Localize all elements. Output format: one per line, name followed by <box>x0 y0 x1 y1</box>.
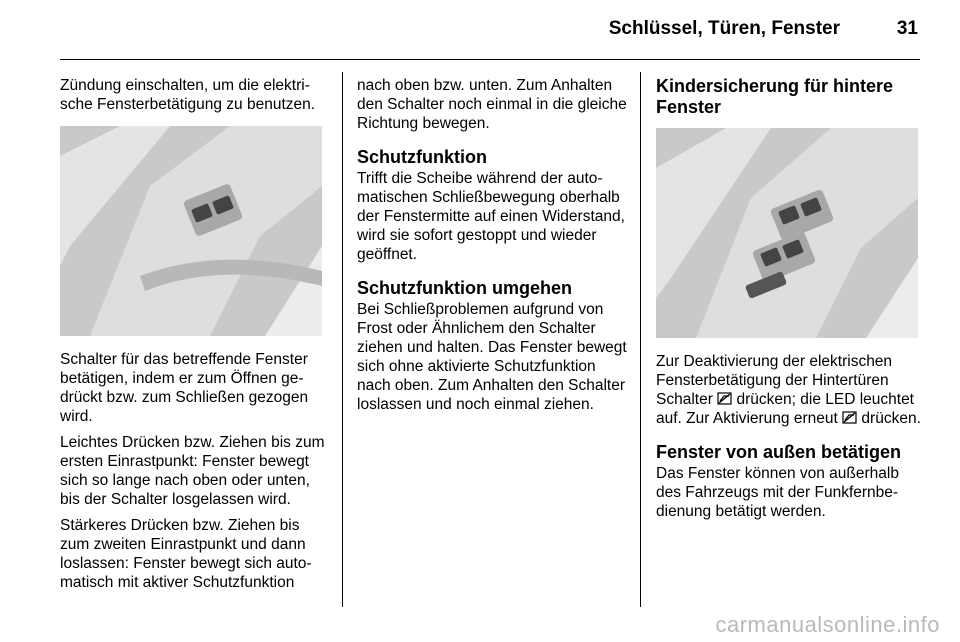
paragraph <box>656 352 926 428</box>
section-heading: Schutzfunktion umgehen <box>357 278 572 298</box>
page-number: 31 <box>896 18 918 39</box>
page-title: Schlüssel, Türen, Fenster <box>608 18 840 39</box>
paragraph: Leichtes Drücken bzw. Ziehen bis zum ersten Einrastpunkt: Fenster bewegt sich so lange nach oben oder unten, bis der Schalter losgelassen wird. <box>60 434 325 508</box>
text-segment: drücken. <box>861 410 921 427</box>
paragraph: Trifft die Scheibe während der automatischen Schließbewegung oberhalb der Fenstermitte auf einen Widerstand, wird sie sofort gestoppt und wieder geöffnet. <box>357 170 625 263</box>
column-2 <box>357 76 627 421</box>
column-1 <box>60 76 328 599</box>
window-switch-photo <box>60 126 322 336</box>
text-segment: Zur Deaktivierung der elektrischen Fensterbetätigung der Hintertüren Schalter <box>656 353 893 408</box>
paragraph: Stärkeres Drücken bzw. Ziehen bis zum zweiten Einrastpunkt und dann loslassen: Fenster bewegt sich automatisch mit aktiver Schutzfunktion <box>60 517 312 591</box>
paragraph: Das Fenster können von außerhalb des Fahrzeugs mit der Funkfernbedienung betätigt werden. <box>656 465 899 520</box>
paragraph: nach oben bzw. unten. Zum Anhalten den Schalter noch einmal in die gleiche Richtung bewegen. <box>357 77 627 132</box>
header-divider <box>60 59 920 60</box>
intro-paragraph: Zündung einschalten, um die elektrische Fensterbetätigung zu benutzen. <box>60 77 316 113</box>
section-heading: Schutzfunktion <box>357 147 487 167</box>
child-lock-switch-photo <box>656 128 918 338</box>
column-divider <box>640 72 641 607</box>
text-segment: drücken; die LED leuchtet auf. Zur Aktivierung erneut <box>656 391 914 427</box>
section-heading: Fenster von außen betätigen <box>656 442 902 462</box>
child-lock-icon <box>842 411 857 424</box>
paragraph: Schalter für das betreffende Fenster betätigen, indem er zum Öffnen gedrückt bzw. zum Schließen gezogen wird. <box>60 351 309 425</box>
section-heading: Kindersicherung für hintere Fenster <box>656 76 894 117</box>
child-lock-icon <box>717 392 732 405</box>
column-3 <box>656 76 926 528</box>
column-divider <box>342 72 343 607</box>
paragraph: Bei Schließproblemen aufgrund von Frost oder Ähnlichem den Schalter ziehen und halten. Das Fenster bewegt sich ohne aktivierte Schutzfunktion nach oben. Zum Anhalten den Schalter loslassen und noch einmal ziehen. <box>357 301 627 413</box>
watermark: carmanualsonline.info <box>715 612 940 637</box>
